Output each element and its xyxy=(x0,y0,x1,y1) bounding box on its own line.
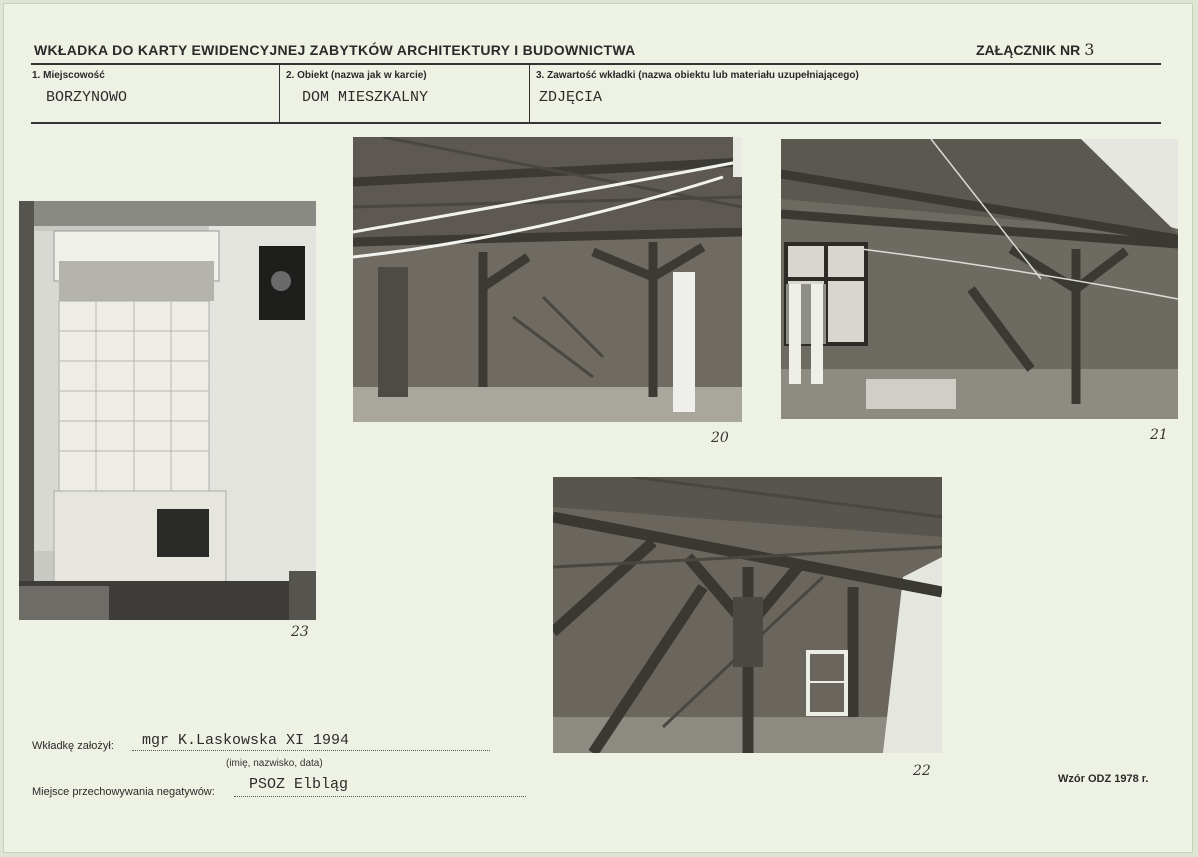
photo-number-23: 23 xyxy=(291,624,309,640)
attic-rafters-image xyxy=(353,137,742,422)
attic-truss-image xyxy=(553,477,942,753)
attachment-label: ZAŁĄCZNIK NR xyxy=(976,42,1081,58)
object-label: 2. Obiekt (nazwa jak w karcie) xyxy=(286,70,427,81)
photo-attic-window xyxy=(781,139,1178,419)
created-by-line xyxy=(132,750,490,751)
content-value: ZDJĘCIA xyxy=(539,89,603,106)
field-divider-2 xyxy=(529,65,530,123)
form-model: Wzór ODZ 1978 r. xyxy=(1058,773,1149,785)
photo-attic-rafters xyxy=(353,137,742,422)
attic-window-image xyxy=(781,139,1178,419)
photo-tiled-stove xyxy=(19,201,316,620)
header-rule-top xyxy=(31,63,1161,65)
created-by-label: Wkładkę założył: xyxy=(32,740,114,752)
photo-number-20: 20 xyxy=(711,430,729,446)
form-title: WKŁADKA DO KARTY EWIDENCYJNEJ ZABYTKÓW ARCHITEKTURY I BUDOWNICTWA xyxy=(34,42,636,58)
negatives-value: PSOZ Elbląg xyxy=(249,776,349,793)
negatives-label: Miejsce przechowywania negatywów: xyxy=(32,786,215,798)
attachment-number xyxy=(976,40,1094,59)
locality-label: 1. Miejscowość xyxy=(32,70,105,81)
photo-attic-truss xyxy=(553,477,942,753)
created-by-value: mgr K.Laskowska XI 1994 xyxy=(142,732,350,749)
photo-number-21: 21 xyxy=(1150,427,1168,443)
photo-number-22: 22 xyxy=(913,763,931,779)
object-value: DOM MIESZKALNY xyxy=(302,89,429,106)
form-sheet xyxy=(3,3,1193,853)
created-by-hint: (imię, nazwisko, data) xyxy=(226,758,323,769)
stove-photo-image xyxy=(19,201,316,620)
content-label: 3. Zawartość wkładki (nazwa obiektu lub materiału uzupełniającego) xyxy=(536,70,859,81)
attachment-value: 3 xyxy=(1084,40,1095,59)
negatives-line xyxy=(234,796,526,797)
locality-value: BORZYNOWO xyxy=(46,89,128,106)
field-divider-1 xyxy=(279,65,280,123)
header-rule-bottom xyxy=(31,122,1161,124)
